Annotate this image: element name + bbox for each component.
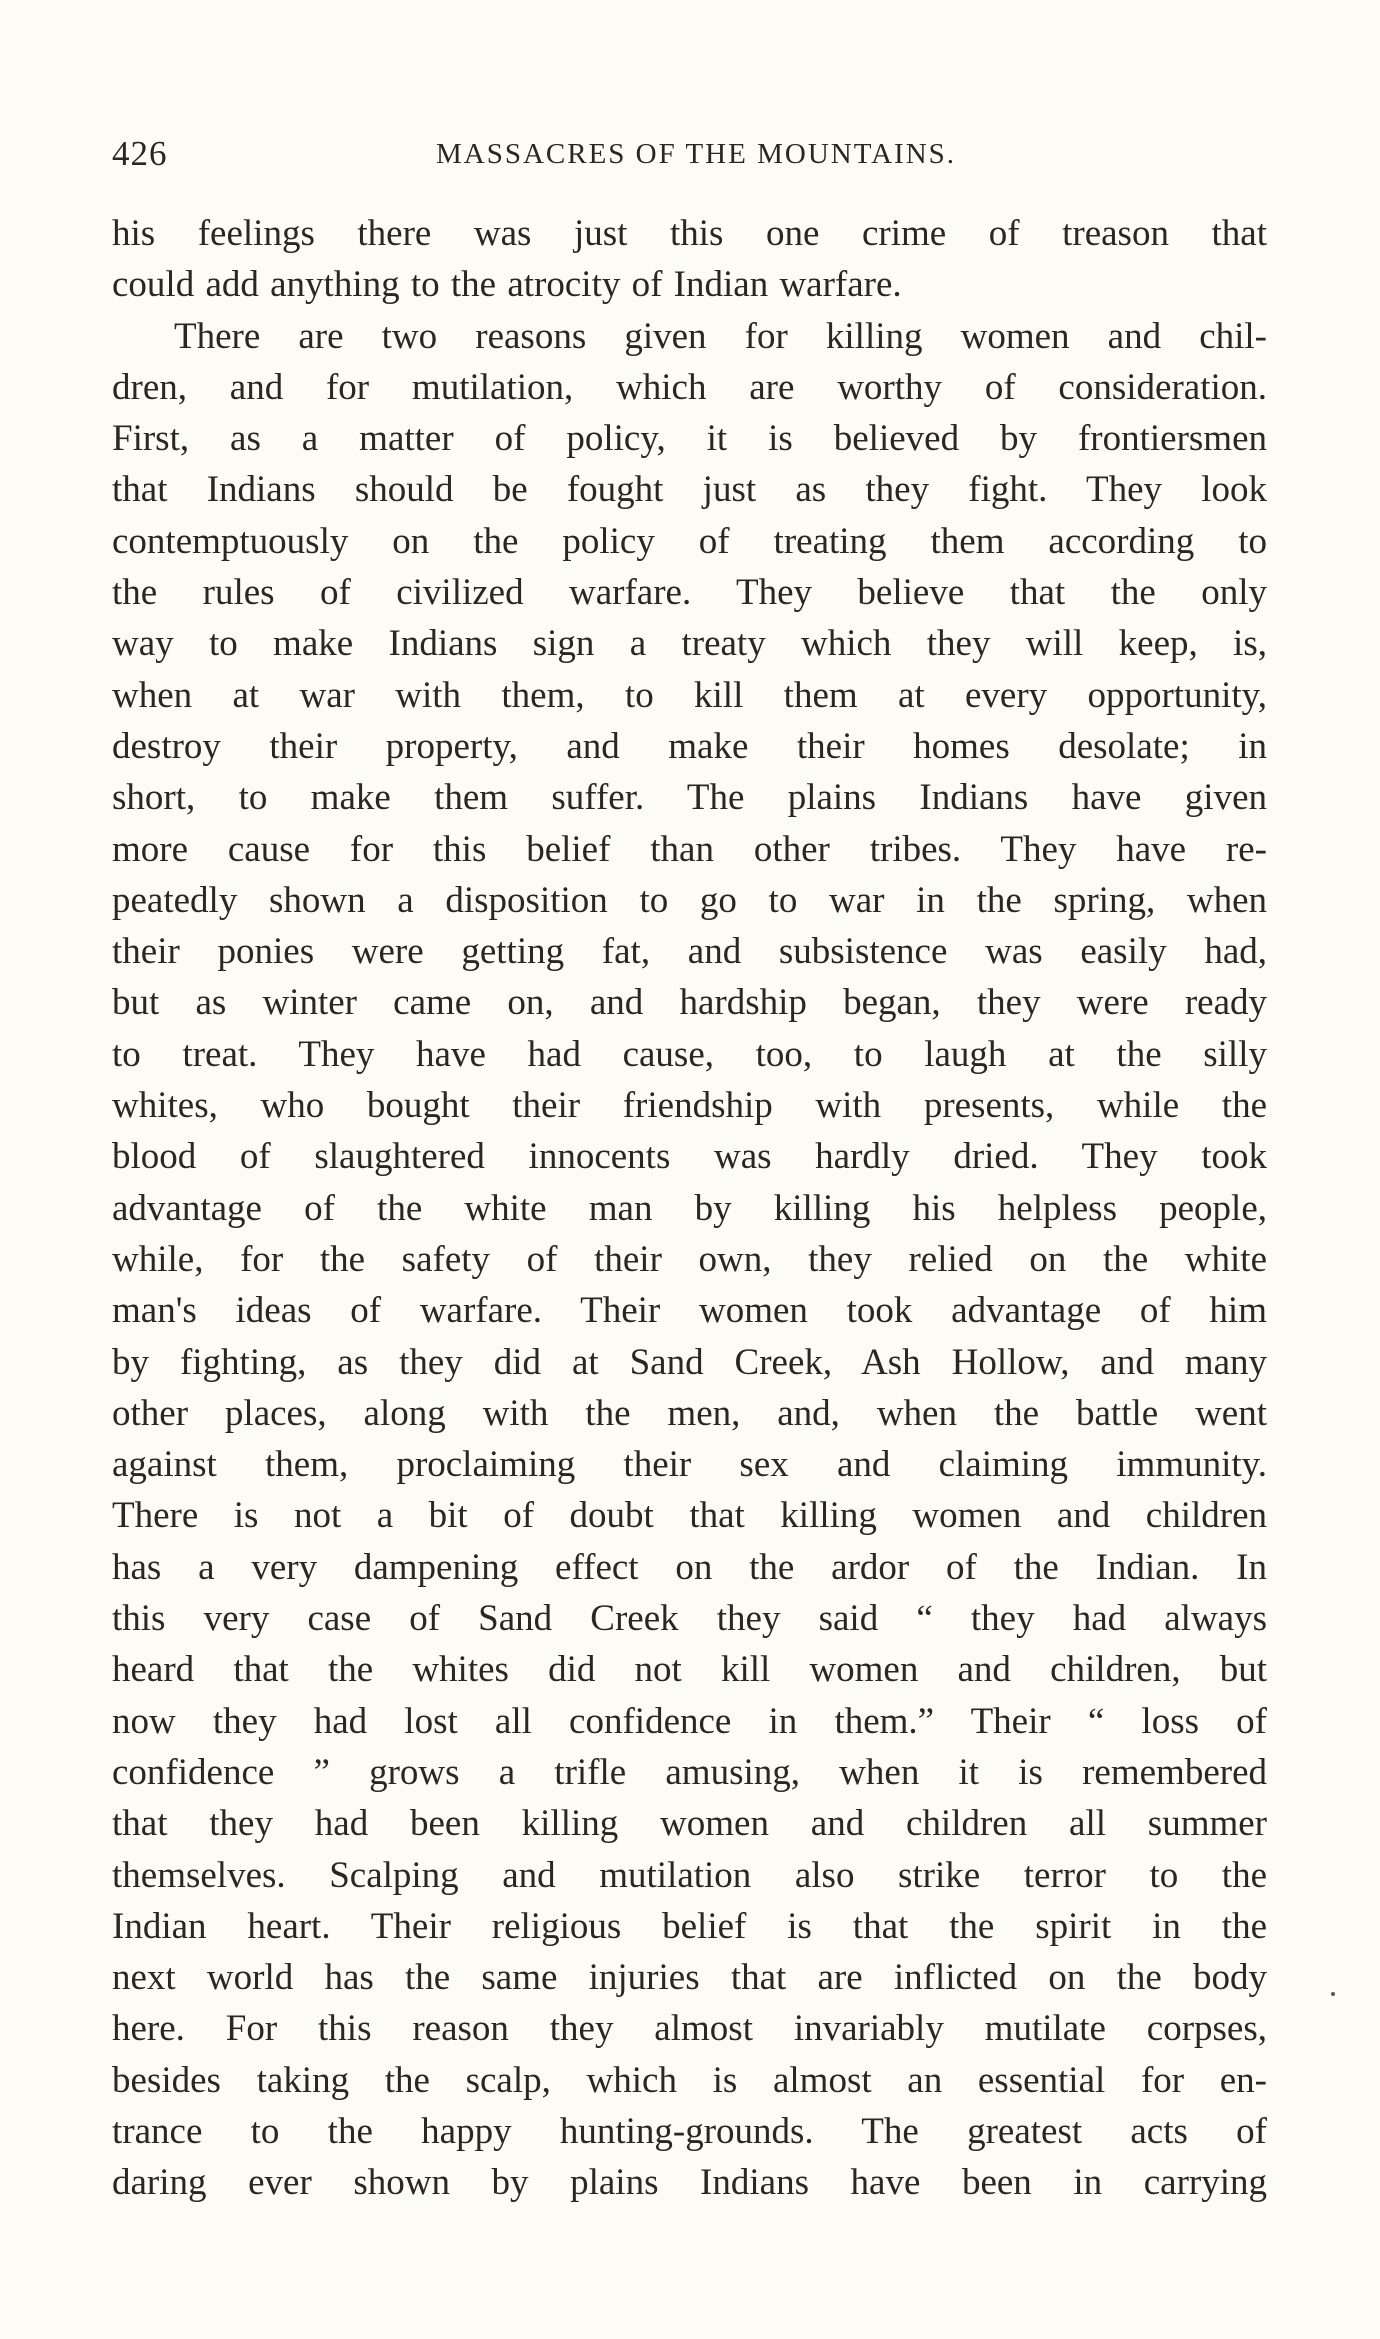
text-line: his feelings there was just this one crime of treason that [112, 213, 1267, 254]
text-line: this very case of Sand Creek they said “ they had always [112, 1598, 1267, 1640]
text-line: that they had been killing women and children all summer [112, 1803, 1267, 1845]
text-line: There are two reasons given for killing women and chil- [174, 315, 1267, 357]
text-line: next world has the same injuries that are inflicted on the body [112, 1957, 1267, 1999]
body-text [112, 208, 1267, 2209]
text-line: trance to the happy hunting-grounds. The greatest acts of [112, 2110, 1267, 2152]
text-line: destroy their property, and make their homes desolate; in [112, 725, 1267, 767]
running-title: MASSACRES OF THE MOUNTAINS. [435, 138, 957, 170]
text-line: heard that the whites did not kill women and children, but [112, 1649, 1267, 1691]
margin-dot [1331, 1992, 1335, 1996]
text-line: but as winter came on, and hardship began, they were ready [112, 982, 1267, 1024]
text-line: against them, proclaiming their sex and claiming immunity. [112, 1444, 1267, 1486]
text-line: their ponies were getting fat, and subsistence was easily had, [112, 931, 1267, 973]
text-line: could add anything to the atrocity of Indian warfare. [112, 264, 902, 306]
text-line: here. For this reason they almost invariably mutilate corpses, [112, 2008, 1267, 2050]
text-line: blood of slaughtered innocents was hardly dried. They took [112, 1136, 1267, 1178]
page-number: 426 [112, 134, 168, 173]
text-line: way to make Indians sign a treaty which they will keep, is, [112, 623, 1267, 665]
text-line: man's ideas of warfare. Their women took advantage of him [112, 1290, 1267, 1332]
text-line: First, as a matter of policy, it is believed by frontiersmen [112, 418, 1267, 460]
text-line: contemptuously on the policy of treating them according to [112, 520, 1267, 562]
text-line: daring ever shown by plains Indians have been in carrying [112, 2162, 1267, 2204]
text-line: by fighting, as they did at Sand Creek, Ash Hollow, and many [112, 1341, 1267, 1383]
text-line: advantage of the white man by killing his helpless people, [112, 1187, 1267, 1229]
text-line: There is not a bit of doubt that killing women and children [112, 1495, 1267, 1537]
text-line: whites, who bought their friendship with presents, while the [112, 1085, 1267, 1127]
text-line: has a very dampening effect on the ardor of the Indian. In [112, 1546, 1267, 1588]
text-line: that Indians should be fought just as they fight. They look [112, 469, 1267, 511]
text-line: the rules of civilized warfare. They believe that the only [112, 572, 1267, 614]
text-line: to treat. They have had cause, too, to laugh at the silly [112, 1033, 1267, 1075]
text-line: Indian heart. Their religious belief is that the spirit in the [112, 1905, 1267, 1947]
text-line: now they had lost all confidence in them.” Their “ loss of [112, 1700, 1267, 1742]
running-head [112, 134, 1252, 178]
text-line: themselves. Scalping and mutilation also strike terror to the [112, 1854, 1267, 1896]
text-line: dren, and for mutilation, which are worthy of consideration. [112, 366, 1267, 408]
text-line: more cause for this belief than other tribes. They have re- [112, 828, 1267, 870]
text-line: other places, along with the men, and, when the battle went [112, 1392, 1267, 1434]
text-line: confidence ” grows a trifle amusing, when it is remembered [112, 1751, 1267, 1793]
text-line: peatedly shown a disposition to go to war in the spring, when [112, 879, 1267, 921]
text-line: besides taking the scalp, which is almost an essential for en- [112, 2059, 1267, 2101]
text-line: while, for the safety of their own, they relied on the white [112, 1238, 1267, 1280]
text-line: short, to make them suffer. The plains Indians have given [112, 777, 1267, 819]
text-line: when at war with them, to kill them at every opportunity, [112, 674, 1267, 716]
